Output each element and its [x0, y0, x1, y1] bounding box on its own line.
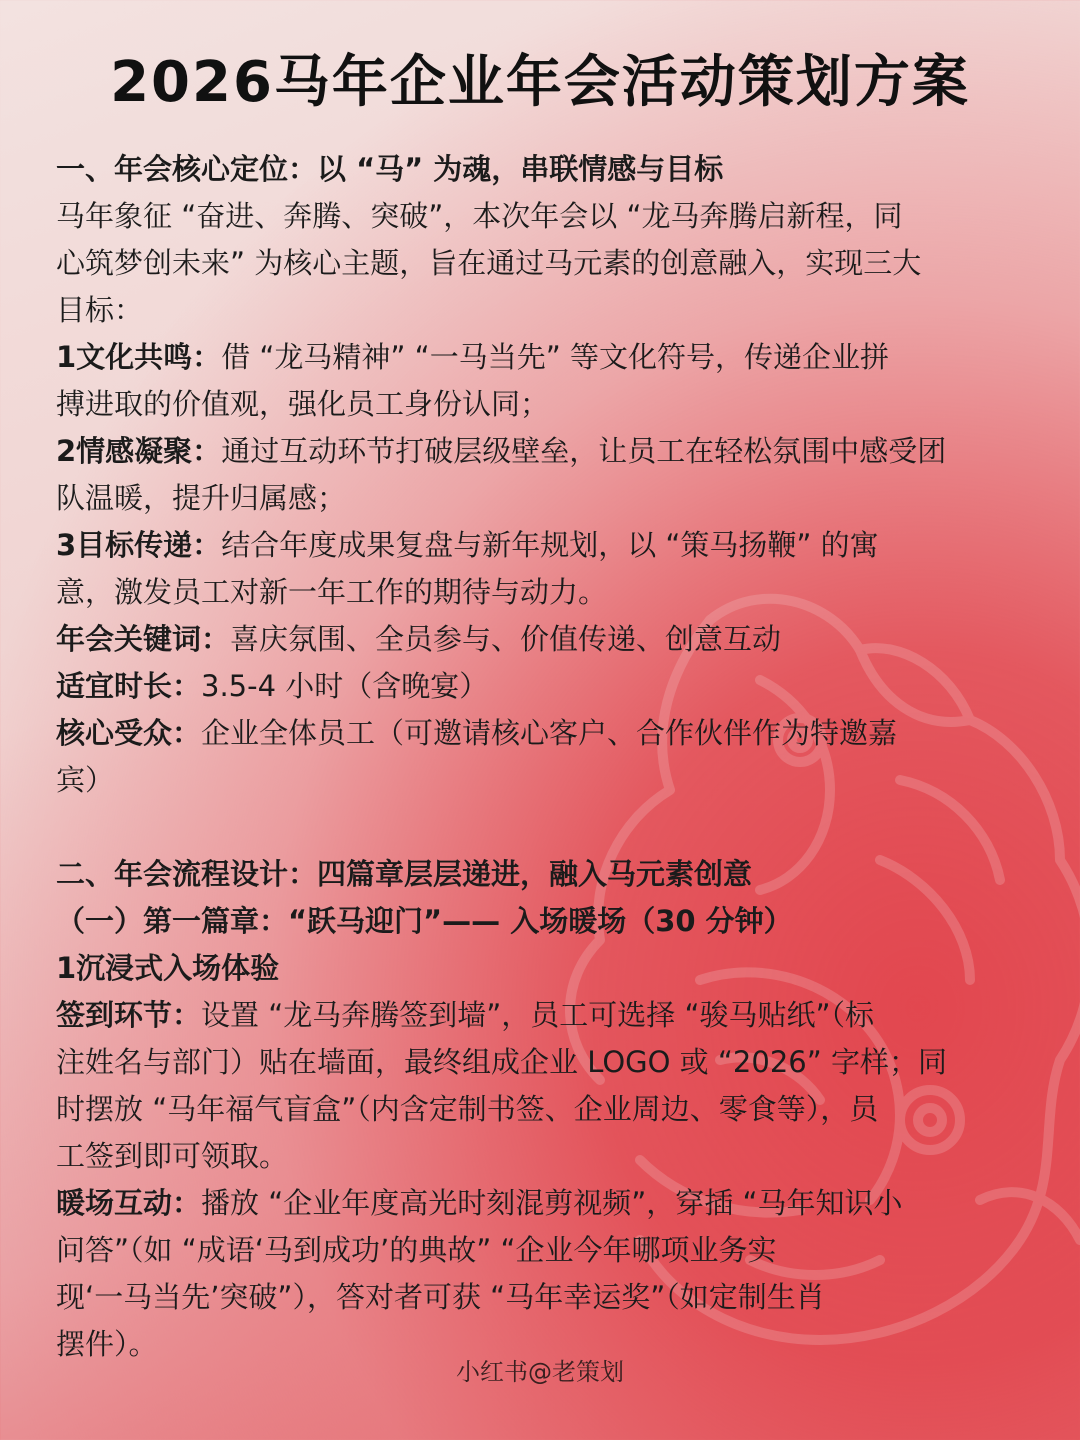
- goal-1-text-cont: 搏进取的价值观，强化员工身份认同；: [56, 387, 550, 421]
- goal-2-text-cont: 队温暖，提升归属感；: [56, 481, 347, 515]
- signin-text-cont: 工签到即可领取。: [56, 1139, 289, 1173]
- keywords-label: 年会关键词：: [56, 622, 231, 656]
- section-spacer: [56, 804, 1024, 851]
- signin-label: 签到环节：: [56, 998, 202, 1032]
- goal-3-text-cont: 意，激发员工对新一年工作的期待与动力。: [56, 575, 608, 609]
- duration-value: 3.5-4 小时（含晚宴）: [201, 669, 489, 703]
- intro-line: 目标：: [56, 293, 144, 327]
- signin-text: 设置 “龙马奔腾签到墙”，员工可选择 “骏马贴纸”（标: [201, 998, 875, 1032]
- section2-heading: 二、年会流程设计：四篇章层层递进，融入马元素创意: [56, 857, 753, 891]
- sub1-heading: 1沉浸式入场体验: [56, 951, 280, 985]
- goal-3: [56, 522, 1024, 569]
- signin-text-cont: 时摆放 “马年福气盲盒”（内含定制书签、企业周边、零食等），员: [56, 1092, 879, 1126]
- goal-2-label: 2情感凝聚：: [56, 434, 222, 468]
- warmup-text-cont: 现‘一马当先’突破”），答对者可获 “马年幸运奖”（如定制生肖: [56, 1280, 825, 1314]
- signin-row: [56, 992, 1024, 1039]
- audience-label: 核心受众：: [56, 716, 202, 750]
- warmup-text-cont: 摆件）。: [56, 1327, 158, 1361]
- goal-2-text: 通过互动环节打破层级壁垒，让员工在轻松氛围中感受团: [221, 434, 947, 468]
- document-content: [56, 146, 1024, 1368]
- warmup-row: [56, 1180, 1024, 1227]
- footer-watermark: 小红书@老策划: [456, 1358, 624, 1386]
- section1-heading: 一、年会核心定位：以 “马” 为魂，串联情感与目标: [56, 152, 724, 186]
- duration-row: [56, 663, 1024, 710]
- chapter1-heading: （一）第一篇章：“跃马迎门”—— 入场暖场（30 分钟）: [56, 904, 793, 938]
- keywords-value: 喜庆氛围、全员参与、价值传递、创意互动: [230, 622, 782, 656]
- page-title: 2026马年企业年会活动策划方案: [110, 50, 970, 115]
- goal-1-text: 借 “龙马精神” “一马当先” 等文化符号，传递企业拼: [221, 340, 889, 374]
- goal-1-label: 1文化共鸣：: [56, 340, 222, 374]
- warmup-label: 暖场互动：: [56, 1186, 202, 1220]
- duration-label: 适宜时长：: [56, 669, 202, 703]
- keywords-row: [56, 616, 1024, 663]
- intro-line: 心筑梦创未来” 为核心主题，旨在通过马元素的创意融入，实现三大: [56, 246, 922, 280]
- goal-2: [56, 428, 1024, 475]
- audience-value-cont: 宾）: [56, 763, 115, 797]
- intro-line: 马年象征 “奋进、奔腾、突破”，本次年会以 “龙马奔腾启新程，同: [56, 199, 903, 233]
- goal-1: [56, 334, 1024, 381]
- warmup-text: 播放 “企业年度高光时刻混剪视频”，穿插 “马年知识小: [201, 1186, 903, 1220]
- goal-3-text: 结合年度成果复盘与新年规划，以 “策马扬鞭” 的寓: [221, 528, 879, 562]
- audience-value: 企业全体员工（可邀请核心客户、合作伙伴作为特邀嘉: [201, 716, 898, 750]
- audience-row: [56, 710, 1024, 757]
- signin-text-cont: 注姓名与部门）贴在墙面，最终组成企业 LOGO 或 “2026” 字样；同: [56, 1045, 947, 1079]
- goal-3-label: 3目标传递：: [56, 528, 222, 562]
- warmup-text-cont: 问答”（如 “成语‘马到成功’的典故” “企业今年哪项业务实: [56, 1233, 777, 1267]
